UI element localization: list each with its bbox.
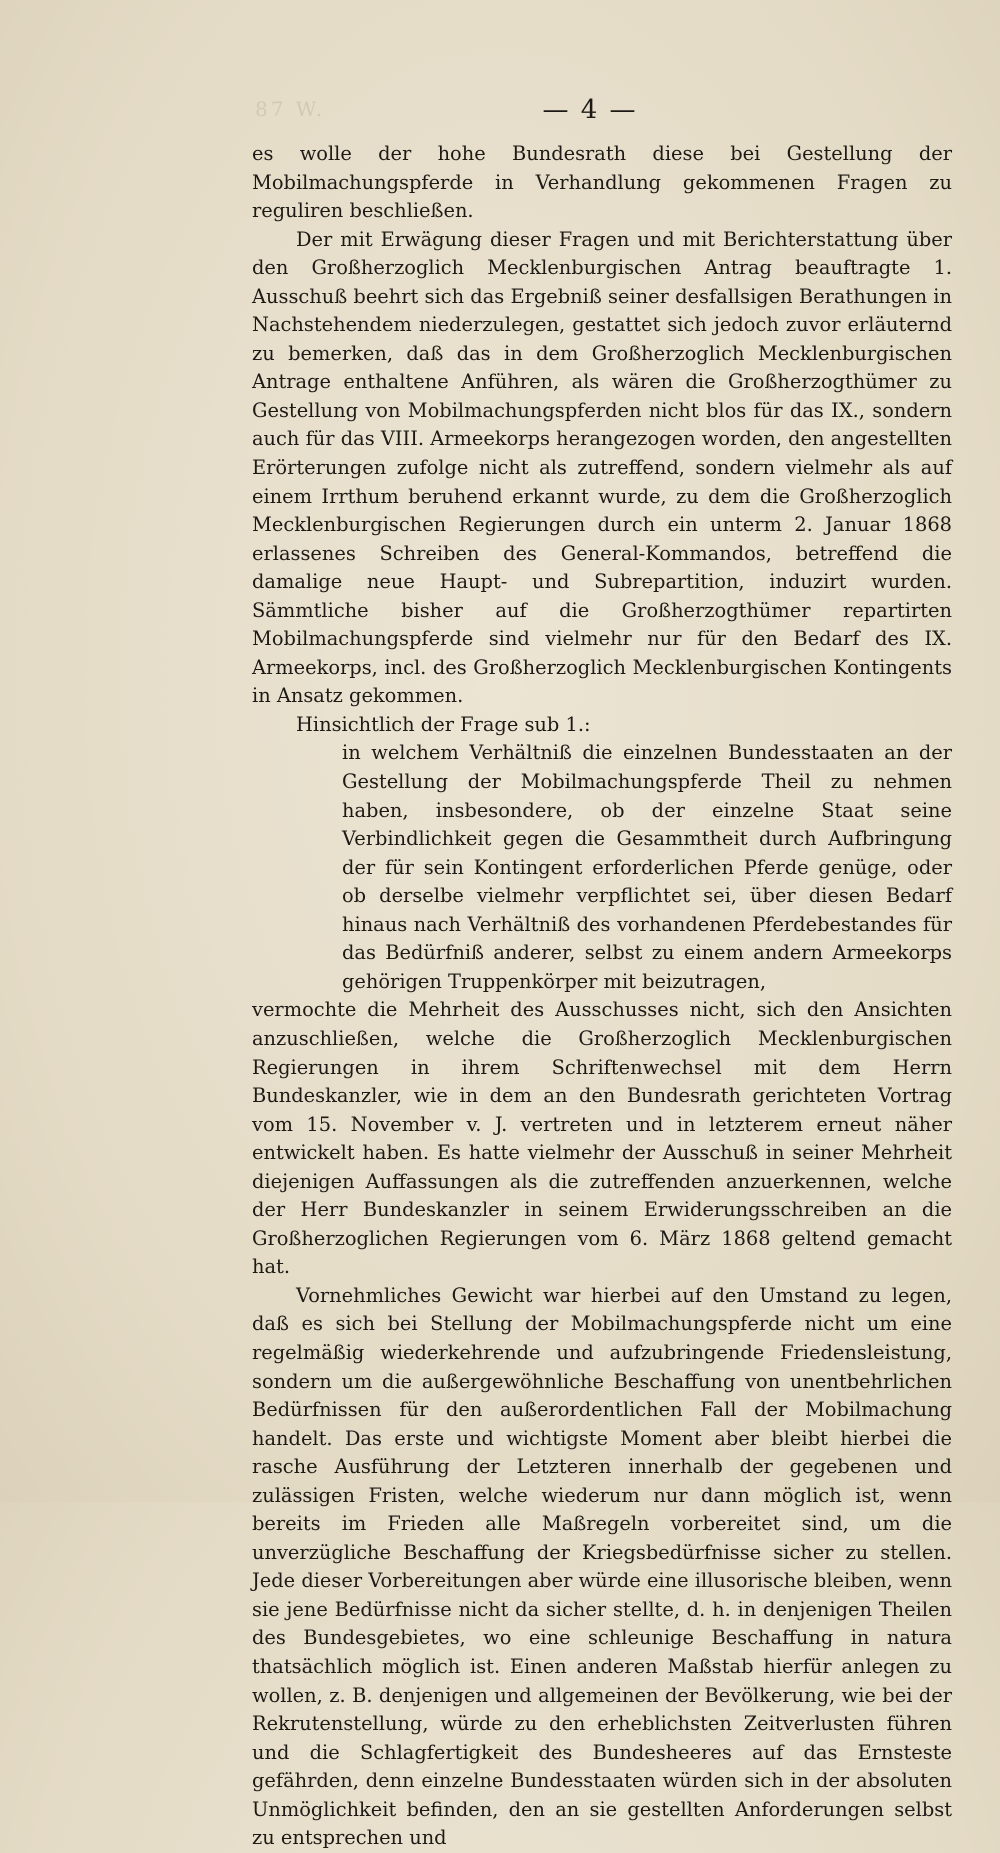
paragraph-continuation: es wolle der hohe Bundesrath diese bei Gestellung der Mobilmachungspferde in Verhandlung gekommenen Fragen zu reguliren beschließen. xyxy=(252,142,952,223)
paragraph-question-quote: in welchem Verhältniß die einzelnen Bundesstaaten an der Gestellung der Mobilmachungspferde Theil zu nehmen haben, insbesondere, ob der einzelne Staat seine Verbindlichkeit gegen die Gesammtheit durch Aufbringung der für sein Kontingent erforderlichen Pferde genüge, oder ob derselbe vielmehr verpflichtet sei, über diesen Bedarf hinaus nach Verhältniß des vorhandenen Pferdebestandes für das Bedürfniß anderer, selbst zu einem andern Armeekorps gehörigen Truppenkörper mit beizutragen, xyxy=(342,741,952,993)
faint-mark: 87 W. xyxy=(255,97,326,121)
page-number: — 4 — xyxy=(542,95,638,125)
body-text xyxy=(252,140,952,1853)
paragraph-reasoning: Vornehmliches Gewicht war hierbei auf den Umstand zu legen, daß es sich bei Stellung der Mobilmachungspferde nicht um eine regelmäßig wiederkehrende und aufzubringende Friedensleistung, sondern um die außergewöhnliche Beschaffung von unentbehrlichen Bedürfnissen für den außerordentlichen Fall der Mobilmachung handelt. Das erste und wichtigste Moment aber bleibt hierbei die rasche Ausführung der Letzteren innerhalb der gegebenen und zulässigen Fristen, welche wiederum nur dann möglich ist, wenn bereits im Frieden alle Maßregeln vorbereitet sind, um die unverzügliche Beschaffung der Kriegsbedürfnisse sicher zu stellen. Jede dieser Vorbereitungen aber würde eine illusorische bleiben, wenn sie jene Bedürfnisse nicht da sicher stellte, d. h. in denjenigen Theilen des Bundesgebietes, wo eine schleunige Beschaffung in natura thatsächlich möglich ist. Einen anderen Maßstab hierfür anlegen zu wollen, z. B. denjenigen und allgemeinen der Bevölkerung, wie bei der Rekrutenstellung, würde zu den erheblichsten Zeitverlusten führen und die Schlagfertigkeit des Bundesheeres auf das Ernsteste gefährden, denn einzelne Bundesstaaten würden sich in der absoluten Unmöglichkeit befinden, den an sie gestellten Anforderungen selbst zu entsprechen und xyxy=(252,1283,952,1850)
paragraph-committee-report: Der mit Erwägung dieser Fragen und mit Berichterstattung über den Großherzoglich Mecklenburgischen Antrag beauftragte 1. Ausschuß beehrt sich das Ergebniß seiner desfallsigen Berathungen in Nachstehendem niederzulegen, gestattet sich jedoch zuvor erläuternd zu bemerken, daß das in dem Großherzoglich Mecklenburgischen Antrage enthaltene Anführen, als wären die Großherzogthümer zu Gestellung von Mobilmachungspferden nicht blos für das IX., sondern auch für das VIII. Armeekorps herangezogen worden, den angestellten Erörterungen zufolge nicht als zutreffend, sondern vielmehr als auf einem Irrthum beruhend erkannt wurde, zu dem die Großherzoglich Mecklenburgischen Regierungen durch ein unterm 2. Januar 1868 erlassenes Schreiben des General-Kommandos, betreffend die damalige neue Haupt- und Subrepartition, induzirt wurden. Sämmtliche bisher auf die Großherzogthümer repartirten Mobilmachungspferde sind vielmehr nur für den Bedarf des IX. Armeekorps, incl. des Großherzoglich Mecklenburgischen Kontingents in Ansatz gekommen. xyxy=(252,227,952,708)
paragraph-question-heading: Hinsichtlich der Frage sub 1.: xyxy=(296,712,591,736)
paragraph-majority-opinion: vermochte die Mehrheit des Ausschusses nicht, sich den Ansichten anzuschließen, welche die Großherzoglich Mecklenburgischen Regierungen in ihrem Schriftenwechsel mit dem Herrn Bundeskanzler, wie in dem an den Bundesrath gerichteten Vortrag vom 15. November v. J. vertreten und in letzterem erneut näher entwickelt haben. Es hatte vielmehr der Ausschuß in seiner Mehrheit diejenigen Auffassungen als die zutreffenden anzuerkennen, welche der Herr Bundeskanzler in seinem Erwiderungsschreiben an die Großherzoglichen Regierungen vom 6. März 1868 geltend gemacht hat. xyxy=(252,998,952,1279)
